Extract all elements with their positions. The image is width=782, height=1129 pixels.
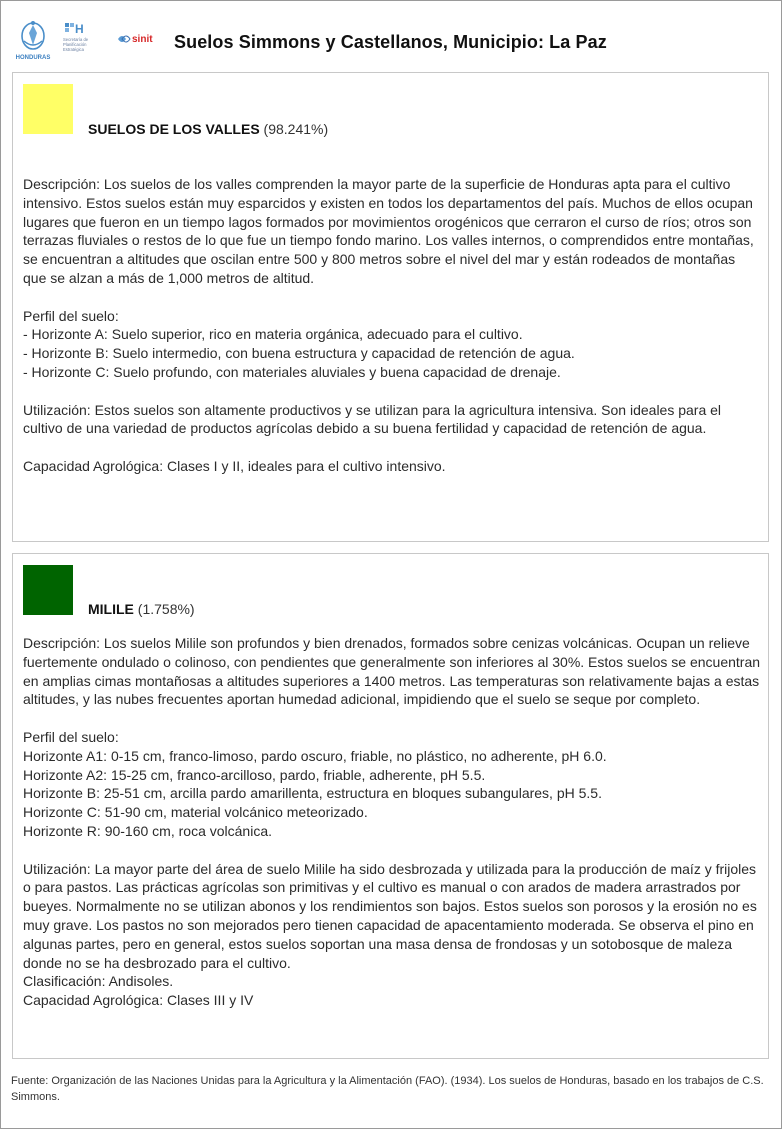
profile-horizon: Horizonte A2: 15-25 cm, franco-arcilloso, pardo, friable, adherente, pH 5.5. <box>23 766 486 783</box>
soil-profile <box>23 728 761 841</box>
profile-horizon: Horizonte B: 25-51 cm, arcilla pardo amarillenta, estructura en bloques subangulares, pH 5.5. <box>23 785 602 802</box>
soil-capacity: Capacidad Agrológica: Clases III y IV <box>23 992 254 1009</box>
soil-card-valles <box>12 72 769 542</box>
soil-card-milile <box>12 553 769 1059</box>
profile-horizon: - Horizonte A: Suelo superior, rico en materia orgánica, adecuado para el cultivo. <box>23 326 523 343</box>
soil-percent: (1.758%) <box>137 601 195 617</box>
secretaria-logo <box>61 21 105 61</box>
soil-title <box>88 601 195 617</box>
svg-text:H: H <box>75 22 84 36</box>
source-citation: Fuente: Organización de las Naciones Unidas para la Agricultura y la Alimentación (FAO). (1934). Los suelos de Honduras, basado en los trabajos de C.S. Simmons. <box>11 1075 764 1103</box>
honduras-logo <box>13 19 53 63</box>
soil-color-swatch <box>23 84 73 134</box>
soil-profile <box>23 307 761 382</box>
soil-color-swatch <box>23 565 73 615</box>
soil-name: MILILE <box>88 601 134 617</box>
svg-text:Estratégica: Estratégica <box>63 47 84 52</box>
header <box>1 1 781 69</box>
honduras-logo-text: HONDURAS <box>15 55 51 61</box>
profile-horizon: Horizonte A1: 0-15 cm, franco-limoso, pardo oscuro, friable, no plástico, no adherente, pH 6.0. <box>23 747 607 764</box>
soil-description: Descripción: Los suelos Milile son profundos y bien drenados, formados sobre cenizas volcánicas. Ocupan un relieve fuertemente ondulado o colinoso, con pendientes que generalmente son inferiores al 30%. Estos suelos se encuentran en amplias cimas montañosas a altitudes superiores a 1400 metros. Las temperaturas son relativamente bajas a estas altitudes, y las nubes frecuentes aportan humedad adicional, impidiendo que el suelo se seque por completo. <box>23 635 761 708</box>
soil-body <box>23 634 761 1010</box>
svg-text:Secretaría de: Secretaría de <box>63 37 89 42</box>
profile-title: Perfil del suelo: <box>23 307 119 324</box>
soil-usage-block <box>23 860 761 1010</box>
sinit-logo <box>116 29 162 49</box>
soil-percent: (98.241%) <box>263 121 329 137</box>
profile-horizon: Horizonte R: 90-160 cm, roca volcánica. <box>23 822 272 839</box>
soil-classification: Clasificación: Andisoles. <box>23 973 174 990</box>
profile-title: Perfil del suelo: <box>23 728 119 745</box>
soil-name: SUELOS DE LOS VALLES <box>88 121 260 137</box>
sinit-logo-text: sinit <box>132 34 153 45</box>
soil-usage: Utilización: La mayor parte del área de suelo Milile ha sido desbrozada y utilizada para la producción de maíz y frijoles o para pastos. Las prácticas agrícolas son primitivas y el cultivo es manual o con arados de madera arrastrados por bueyes. Normalmente no se utilizan abonos y los rendimientos son bajos. Estos suelos son porosos y la erosión no es muy grave. Los pastos no son mejorados pero tienen capacidad de apacentamiento moderada. Se observa el pino en algunas partes, pero en general, estos suelos soportan una masa densa de frondosas y un sotobosque de maleza donde no se ha desbrozado para el cultivo. <box>23 860 757 971</box>
svg-text:Planificación: Planificación <box>63 42 87 47</box>
soil-title <box>88 121 328 137</box>
soil-capacity: Capacidad Agrológica: Clases I y II, ideales para el cultivo intensivo. <box>23 457 446 474</box>
page-title: Suelos Simmons y Castellanos, Municipio: La Paz <box>174 32 607 52</box>
soil-usage: Utilización: Estos suelos son altamente productivos y se utilizan para la agricultura intensiva. Son ideales para el cultivo de una variedad de productos agrícolas debido a su buena fertilidad y capacidad de retención de agua. <box>23 401 722 437</box>
profile-horizon: - Horizonte B: Suelo intermedio, con buena estructura y capacidad de retención de agua. <box>23 345 575 362</box>
profile-horizon: - Horizonte C: Suelo profundo, con materiales aluviales y buena capacidad de drenaje. <box>23 363 561 380</box>
soil-description: Descripción: Los suelos de los valles comprenden la mayor parte de la superficie de Honduras apta para el cultivo intensivo. Estos suelos están muy esparcidos y existen en todos los departamentos del país. Muchos de ellos ocupan lugares que fueron en un tiempo lagos formados por movimientos orogénicos que cerraron el curso de ríos; otros son terrazas fluviales o restos de lo que fue un tiempo fondo marino. Los valles internos, o comprendidos entre montañas, se encuentran a altitudes que oscilan entre 500 y 800 metros sobre el nivel del mar y están rodeados de montañas que se alzan a más de 1,000 metros de altitud. <box>23 176 754 286</box>
soil-body <box>23 175 761 476</box>
profile-horizon: Horizonte C: 51-90 cm, material volcánico meteorizado. <box>23 804 368 821</box>
